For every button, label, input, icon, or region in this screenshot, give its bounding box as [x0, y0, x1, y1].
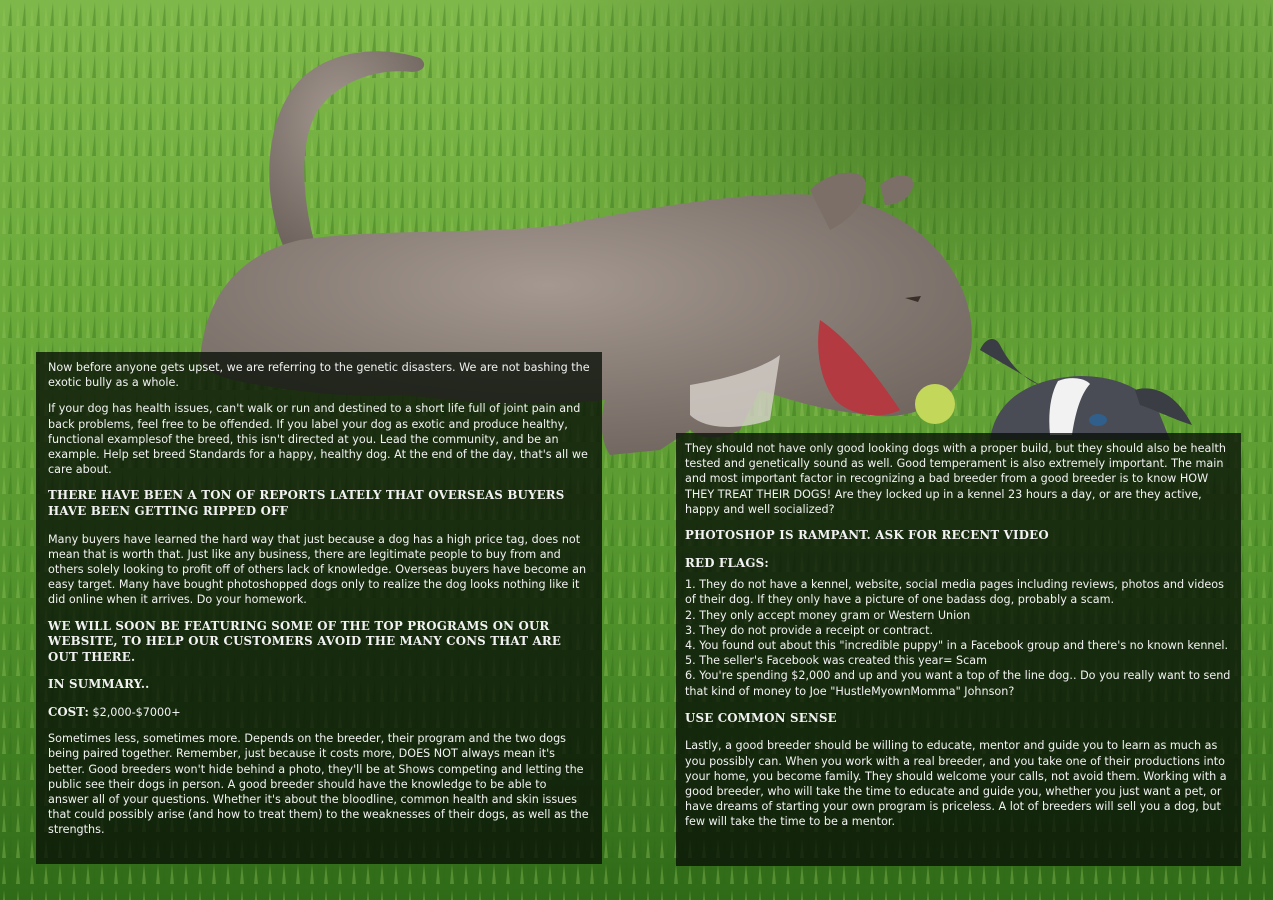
left-intro-paragraph: Now before anyone gets upset, we are referring to the genetic disasters. We are not bashing the exotic bully as a whole. [48, 361, 590, 390]
right-text-panel [676, 433, 1241, 866]
right-mentor-paragraph: Lastly, a good breeder should be willing to educate, mentor and guide you to learn as much as you possibly can. When you work with a real breeder, and you take one of their productions into your home, you become family. They should welcome your calls, not avoid them. Working with a good breeder, who will take the time to educate and guide you, whether you just want a pet, or have dreams of starting your own program is priceless. A lot of breeders will sell you a dog, but few will take the time to be a mentor. [685, 739, 1227, 829]
cost-line [48, 705, 590, 720]
red-flag-item: 3. They do not provide a receipt or contract. [685, 623, 934, 637]
left-breeder-paragraph: Sometimes less, sometimes more. Depends on the breeder, their program and the two dogs being paired together. Remember, just because it costs more, DOES NOT always mean it's better. Good breeders won't hide behind a photo, they'll be at Shows competing and letting the public see their dogs in person. A good breeder should have the knowledge to be able to answer all of your questions. Whether it's about the bloodline, common health and skin issues that could possibly arise (and how to treat them) to the weaknesses of their dogs, as well as the strengths. [48, 732, 589, 837]
right-intro-paragraph: They should not have only good looking dogs with a proper build, but they should also be health tested and genetically sound as well. Good temperament is also extremely important. The main and most important factor in recognizing a bad breeder from a good breeder is to know HOW THEY TREAT THEIR DOGS! Are they locked up in a kennel 23 hours a day, or are they active, happy and well socialized? [685, 442, 1226, 516]
common-sense-heading: USE COMMON SENSE [685, 710, 837, 725]
red-flag-item: 4. You found out about this "incredible puppy" in a Facebook group and there's no known kennel. [685, 639, 1229, 653]
featuring-heading: WE WILL SOON BE FEATURING SOME OF THE TOP PROGRAMS ON OUR WEBSITE, TO HELP OUR CUSTOMERS AVOID THE MANY CONS THAT ARE OUT THERE. [48, 618, 562, 664]
left-buyers-paragraph: Many buyers have learned the hard way that just because a dog has a high price tag, does not mean that is worth that. Just like any business, there are legitimate people to buy from and others solely looking to profit off of others lack of knowledge. Overseas buyers have become an easy target. Many have bought photoshopped dogs only to realize the dog looks nothing like it did online when it arrives. Do your homework. [48, 532, 587, 607]
left-text-panel [36, 352, 602, 864]
red-flags-list [685, 577, 1232, 699]
cost-label: COST: [48, 705, 89, 719]
photoshop-heading: PHOTOSHOP IS RAMPANT. ASK FOR RECENT VIDEO [685, 528, 1049, 543]
red-flag-item: 2. They only accept money gram or Western Union [685, 608, 971, 622]
red-flag-item: 5. The seller's Facebook was created this year= Scam [685, 654, 988, 668]
summary-heading: IN SUMMARY.. [48, 677, 150, 692]
overseas-heading: THERE HAVE BEEN A TON OF REPORTS LATELY THAT OVERSEAS BUYERS HAVE BEEN GETTING RIPPED OFF [48, 488, 565, 519]
red-flag-item: 1. They do not have a kennel, website, social media pages including reviews, photos and videos of their dog. If they only have a picture of one badass dog, probably a scam. [685, 578, 1224, 607]
red-flag-item: 6. You're spending $2,000 and up and you want a top of the line dog.. Do you really want to send that kind of money to Joe "HustleMyownMomma" Johnson? [685, 669, 1231, 698]
cost-value: $2,000-$7000+ [88, 706, 181, 719]
left-health-paragraph: If your dog has health issues, can't walk or run and destined to a short life full of joint pain and back problems, feel free to be offended. If you label your dog as exotic and produce healthy, functional examplesof the breed, this isn't directed at you. Lead the community, and be an example. Help set breed Standards for a happy, healthy dog. At the end of the day, that's all we care about. [48, 402, 588, 477]
red-flags-heading: RED FLAGS: [685, 555, 769, 570]
